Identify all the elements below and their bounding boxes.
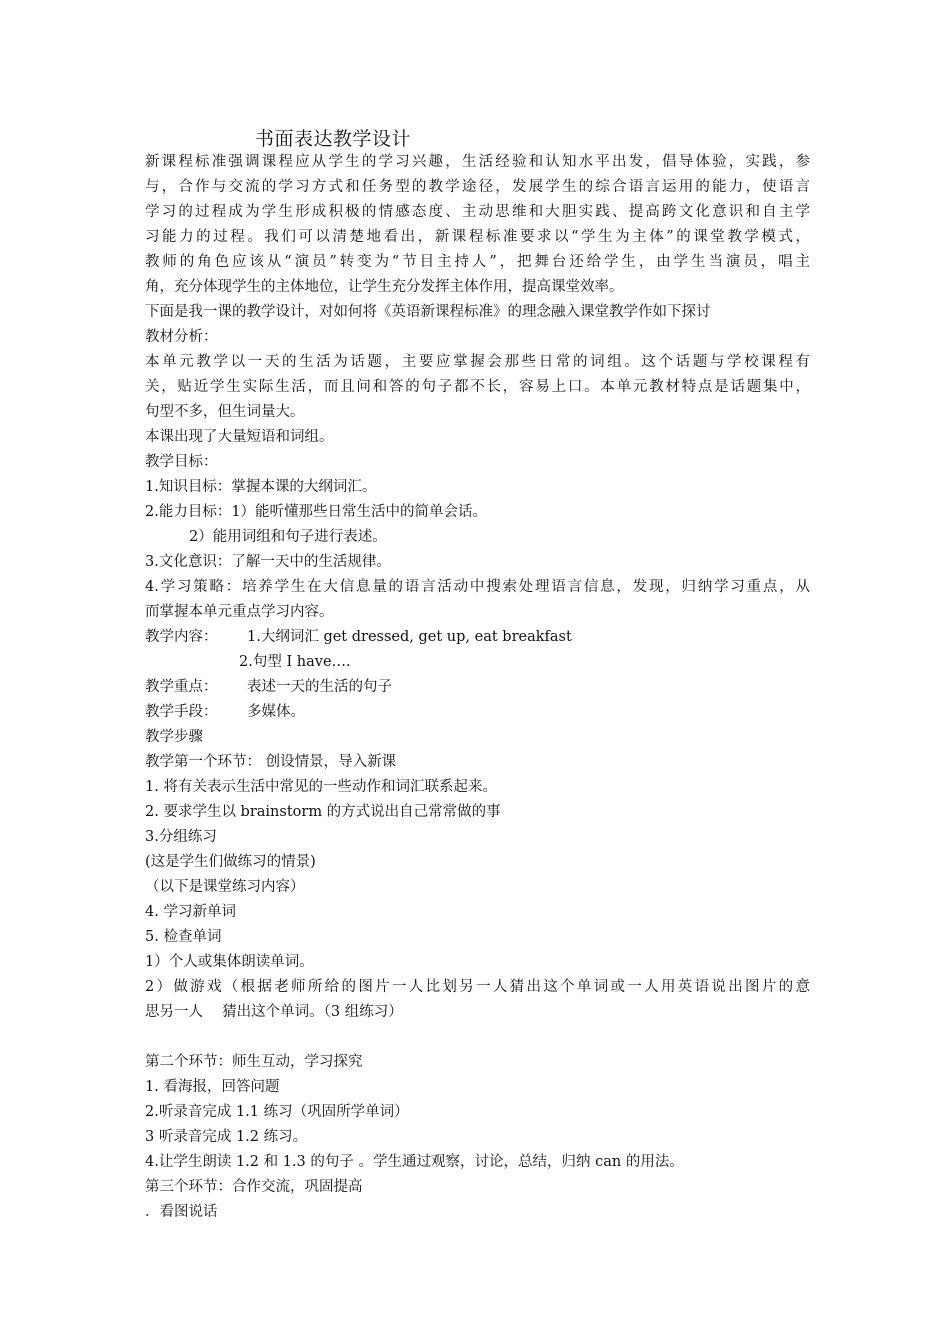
content-vocab: 1.大纲词汇 get dressed, get up, eat breakfast — [247, 629, 572, 645]
stage-two-item: 2.听录音完成 1.1 练习（巩固所学单词） — [145, 1104, 409, 1120]
content-label: 教学内容： — [145, 629, 218, 645]
stage-one-item: (这是学生们做练习的情景) — [145, 854, 316, 870]
material-heading: 教材分析： — [145, 329, 218, 345]
material-line: 本单元教学以一天的生活为话题，主要应掌握会那些日常的词组。这个话题与学校课程有 — [145, 354, 810, 370]
goal-ability-2: 2）能用词组和句子进行表述。 — [189, 529, 387, 545]
stage-one-item: 2. 要求学生以 brainstorm 的方式说出自己常常做的事 — [145, 804, 501, 820]
stage-one-item: 3.分组练习 — [145, 829, 217, 845]
stage-two-item: 1. 看海报，回答问题 — [145, 1079, 280, 1095]
page-title: 书面表达教学设计 — [255, 128, 412, 150]
intro-line: 学习的过程成为学生形成积极的情感态度、主动思维和大胆实践、提高跨文化意识和自主学 — [145, 204, 810, 220]
intro-line: 新课程标准强调课程应从学生的学习兴趣，生活经验和认知水平出发，倡导体验，实践，参 — [145, 154, 810, 170]
content-row — [145, 625, 810, 650]
goal-ability: 2.能力目标：1）能听懂那些日常生活中的简单会话。 — [145, 504, 488, 520]
stage-one-item: 2）做游戏（根据老师所给的图片一人比划另一人猜出这个单词或一人用英语说出图片的意 — [145, 979, 810, 995]
stage-two-item: 4.让学生朗读 1.2 和 1.3 的句子 。学生通过观察，讨论，总结，归纳 can 的用法。 — [145, 1154, 684, 1170]
content-pattern: 2.句型 I have…. — [239, 654, 351, 670]
means-row — [145, 700, 810, 725]
stage-one-item: 1. 将有关表示生活中常见的一些动作和词汇联系起来。 — [145, 779, 497, 795]
intro-line: 角，充分体现学生的主体地位，让学生充分发挥主体作用，提高课堂效率。 — [145, 279, 624, 295]
stage-two-heading: 第二个环节：师生互动，学习探究 — [145, 1054, 363, 1070]
goals-heading: 教学目标： — [145, 454, 218, 470]
focus-label: 教学重点： — [145, 679, 218, 695]
document-body — [145, 150, 810, 1225]
goal-strategy: 而掌握本单元重点学习内容。 — [145, 604, 334, 620]
stage-one-item: 思另一人 猜出这个单词。（3 组练习） — [145, 1004, 403, 1020]
lead-paragraph: 下面是我一课的教学设计，对如何将《英语新课程标准》的理念融入课堂教学作如下探讨 — [145, 304, 711, 320]
means-label: 教学手段： — [145, 704, 218, 720]
intro-line: 教师的角色应该从“演员”转变为“节目主持人”，把舞台还给学生，由学生当演员，唱主 — [145, 254, 810, 270]
goal-knowledge: 1.知识目标：掌握本课的大纲词汇。 — [145, 479, 377, 495]
stage-one-item: 1）个人或集体朗读单词。 — [145, 954, 314, 970]
material-line: 关，贴近学生实际生活，而且问和答的句子都不长，容易上口。本单元教材特点是话题集中， — [145, 379, 810, 395]
focus-value: 表述一天的生活的句子 — [247, 679, 392, 695]
stage-one-heading: 教学第一个环节： 创设情景，导入新课 — [145, 754, 397, 770]
stage-one-item: 4. 学习新单词 — [145, 904, 236, 920]
stage-three-item: ．看图说话 — [145, 1204, 218, 1220]
goal-culture: 3.文化意识：了解一天中的生活规律。 — [145, 554, 391, 570]
blank-line — [145, 1025, 810, 1050]
stage-three-heading: 第三个环节：合作交流，巩固提高 — [145, 1179, 363, 1195]
stage-one-item: （以下是课堂练习内容） — [145, 879, 305, 895]
material-note: 本课出现了大量短语和词组。 — [145, 429, 334, 445]
material-line: 句型不多，但生词量大。 — [145, 404, 305, 420]
intro-line: 与，合作与交流的学习方式和任务型的教学途径，发展学生的综合语言运用的能力，使语言 — [145, 179, 810, 195]
steps-heading: 教学步骤 — [145, 729, 203, 745]
stage-two-item: 3 听录音完成 1.2 练习。 — [145, 1129, 308, 1145]
goal-strategy: 4.学习策略：培养学生在大信息量的语言活动中搜索处理语言信息，发现，归纳学习重点，从 — [145, 579, 810, 595]
intro-line: 习能力的过程。我们可以清楚地看出，新课程标准要求以“学生为主体”的课堂教学模式， — [145, 229, 810, 245]
means-value: 多媒体。 — [247, 704, 305, 720]
focus-row — [145, 675, 810, 700]
stage-one-item: 5. 检查单词 — [145, 929, 222, 945]
